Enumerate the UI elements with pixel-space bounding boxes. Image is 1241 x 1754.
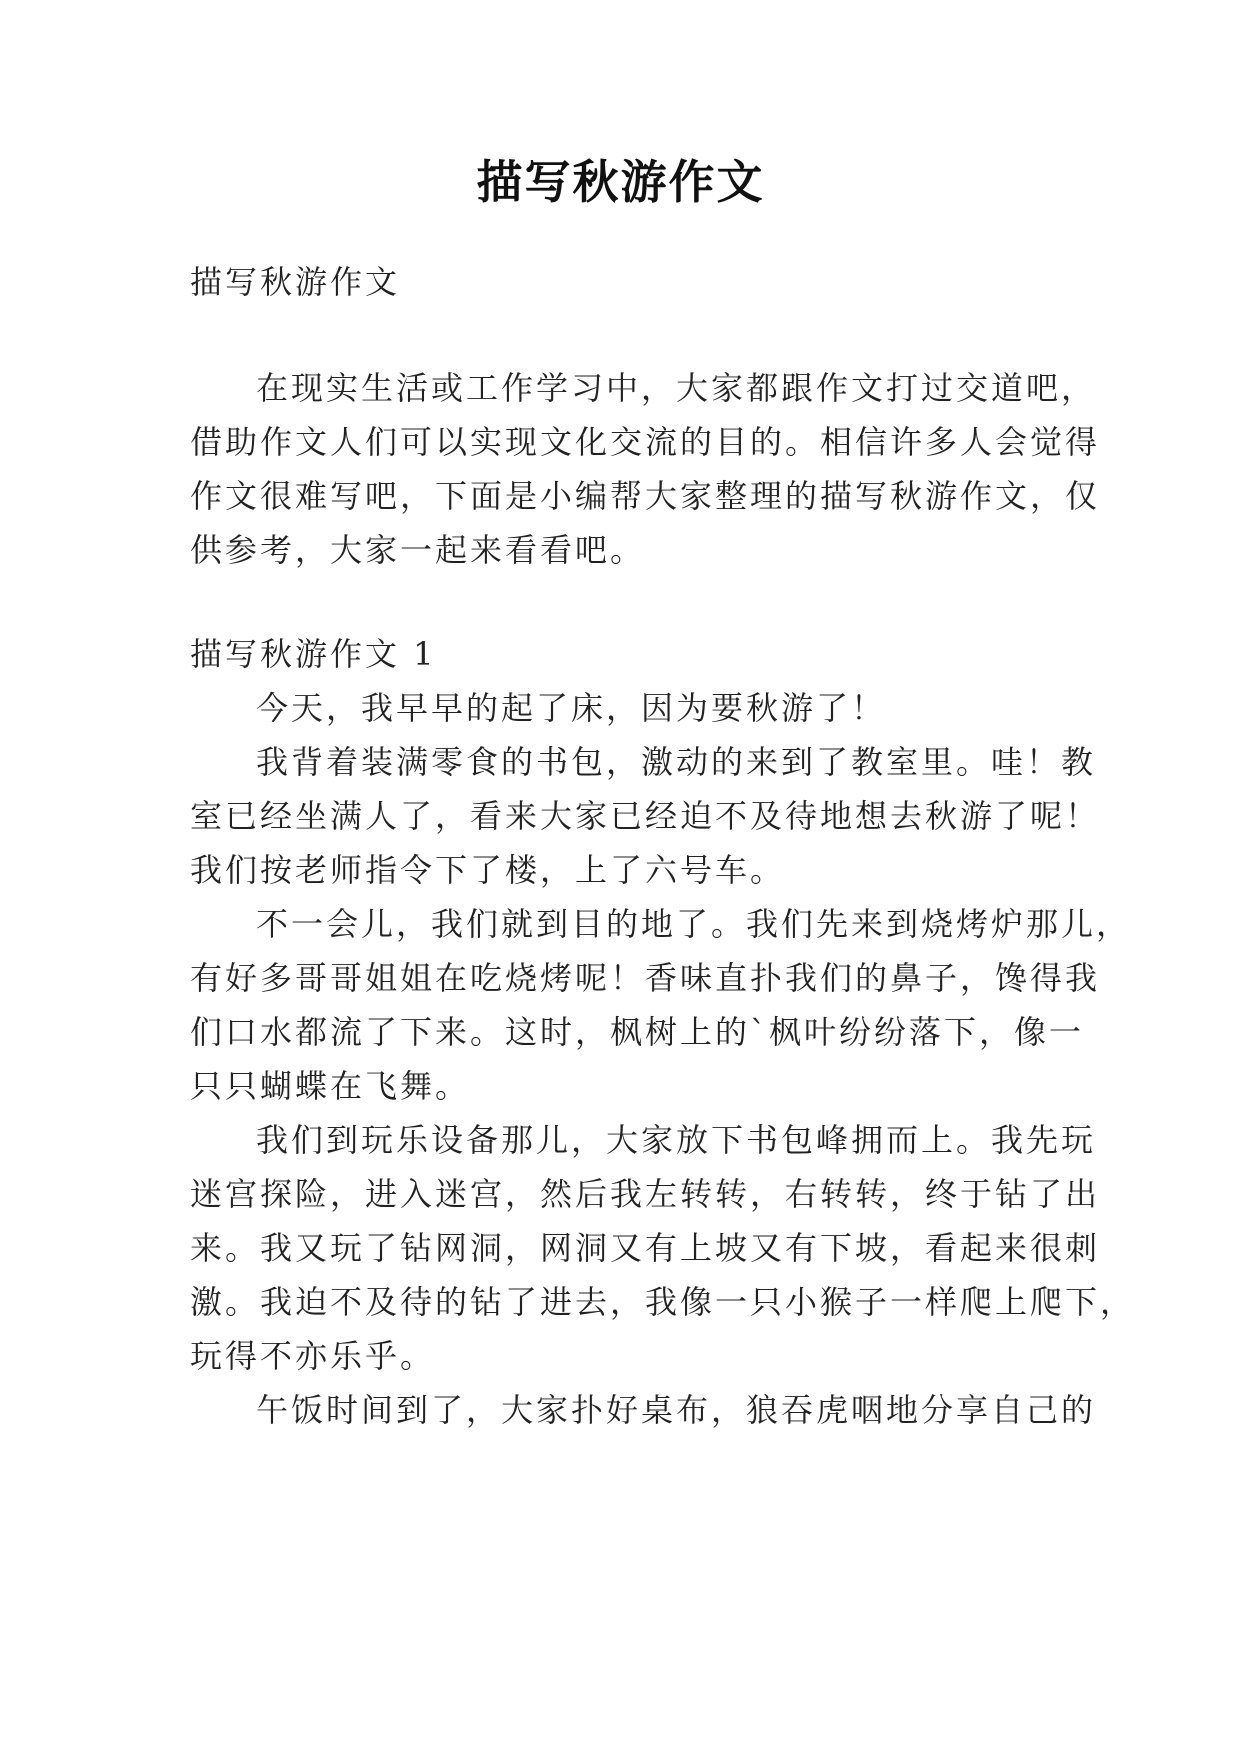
body-line: 不一会儿，我们就到目的地了。我们先来到烧烤炉那儿，	[256, 905, 1132, 943]
body-line: 有好多哥哥姐姐在吃烧烤呢！香味直扑我们的鼻子，馋得我	[190, 959, 1101, 997]
body-line: 玩得不亦乐乎。	[190, 1337, 436, 1375]
intro-line: 借助作文人们可以实现文化交流的目的。相信许多人会觉得	[190, 423, 1101, 461]
body-line: 来。我又玩了钻网洞，网洞又有上坡又有下坡，看起来很刺	[190, 1229, 1101, 1267]
intro-line: 供参考，大家一起来看看吧。	[190, 531, 646, 569]
body-line: 今天，我早早的起了床，因为要秋游了！	[256, 689, 887, 727]
body-line: 我背着装满零食的书包，激动的来到了教室里。哇！教	[256, 743, 1097, 781]
intro-line: 作文很难写吧，下面是小编帮大家整理的描写秋游作文，仅	[190, 477, 1101, 515]
body-line: 激。我迫不及待的钻了进去，我像一只小猴子一样爬上爬下，	[190, 1283, 1136, 1321]
body-line: 我们到玩乐设备那儿，大家放下书包峰拥而上。我先玩	[256, 1121, 1097, 1159]
body-line: 们口水都流了下来。这时，枫树上的`枫叶纷纷落下，像一	[190, 1013, 1085, 1051]
section-heading: 描写秋游作文 1	[190, 635, 437, 673]
body-line: 我们按老师指令下了楼，上了六号车。	[190, 851, 786, 889]
subtitle: 描写秋游作文	[190, 263, 401, 301]
intro-line: 在现实生活或工作学习中，大家都跟作文打过交道吧，	[256, 369, 1097, 407]
body-line: 迷宫探险，进入迷宫，然后我左转转，右转转，终于钻了出	[190, 1175, 1101, 1213]
body-line: 室已经坐满人了，看来大家已经迫不及待地想去秋游了呢！	[190, 797, 1101, 835]
document-title: 描写秋游作文	[476, 155, 765, 209]
body-line: 午饭时间到了，大家扑好桌布，狼吞虎咽地分享自己的	[256, 1391, 1097, 1429]
body-line: 只只蝴蝶在飞舞。	[190, 1067, 471, 1105]
